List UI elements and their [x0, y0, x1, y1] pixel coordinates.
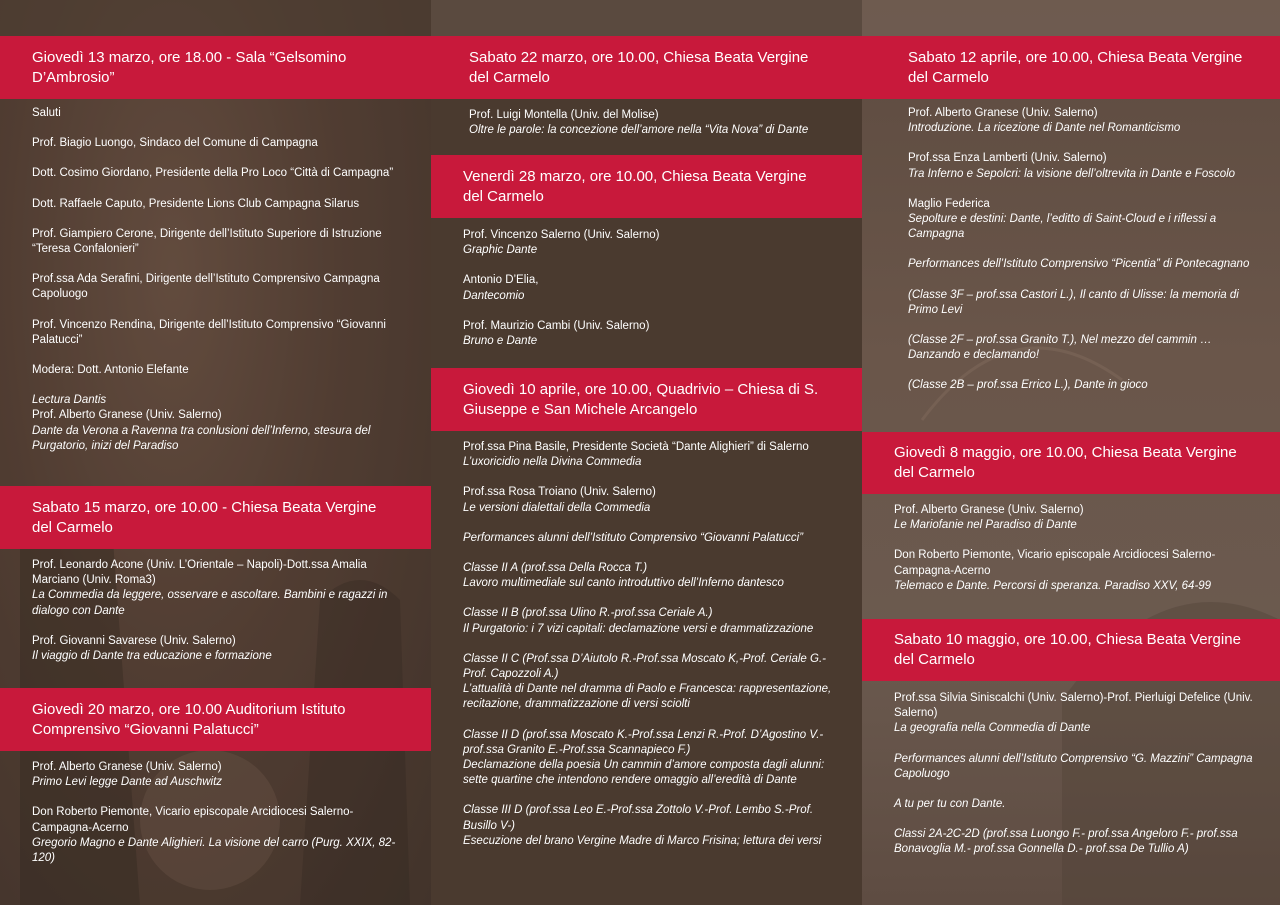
- program-item: [894, 691, 1262, 737]
- event-title: Venerdì 28 marzo, ore 10.00, Chiesa Beata Vergine del Carmelo: [463, 167, 807, 205]
- speaker-line: Prof. Alberto Granese (Univ. Salerno): [908, 107, 1098, 119]
- program-item: [908, 288, 1262, 318]
- speaker-line: Modera: Dott. Antonio Elefante: [32, 364, 189, 377]
- program-item: [463, 440, 844, 470]
- talk-title: Le Mariofanie nel Paradiso di Dante: [894, 519, 1077, 532]
- talk-title: Esecuzione del brano Vergine Madre di Marco Frisina; lettura dei versi: [463, 834, 822, 847]
- event-banner-22-march: [431, 36, 862, 99]
- speaker-line: Prof. Giovanni Savarese (Univ. Salerno): [32, 634, 236, 647]
- talk-title: Performances dell’Istituto Comprensivo “Picentia” di Pontecagnano: [908, 258, 1250, 271]
- program-item: [463, 652, 844, 713]
- speaker-line: Saluti: [32, 107, 61, 119]
- column-3: [862, 0, 1280, 905]
- program-item: [908, 378, 1262, 393]
- program-item: [463, 561, 844, 591]
- event-banner-10-may: [862, 619, 1280, 681]
- talk-title: Tra Inferno e Sepolcri: la visione dell’oltrevita in Dante e Foscolo: [908, 167, 1236, 180]
- talk-title: Classe II B (prof.ssa Ulino R.-prof.ssa Ceriale A.): [463, 607, 713, 620]
- event-details-8-may: [894, 503, 1262, 609]
- column-1: [0, 0, 431, 905]
- talk-title: Oltre le parole: la concezione dell’amore nella “Vita Nova” di Dante: [469, 124, 809, 137]
- event-title: Sabato 12 aprile, ore 10.00, Chiesa Beata Vergine del Carmelo: [908, 48, 1243, 86]
- program-item: [894, 797, 1262, 812]
- talk-title: (Classe 3F – prof.ssa Castori L.), Il canto di Ulisse: la memoria di Primo Levi: [908, 288, 1239, 316]
- program-item: [463, 273, 844, 303]
- talk-title: Dantecomio: [463, 289, 525, 302]
- speaker-line: Prof. Giampiero Cerone, Dirigente dell’Istituto Superiore di Istruzione “Teresa Confalonieri”: [32, 227, 382, 256]
- talk-title: La geografia nella Commedia di Dante: [894, 722, 1091, 735]
- program-item: [469, 108, 844, 138]
- speaker-line: Don Roberto Piemonte, Vicario episcopale Arcidiocesi Salerno-Campagna-Acerno: [894, 549, 1216, 577]
- event-details-20-march: [32, 760, 413, 881]
- talk-title: Dante da Verona a Ravenna tra conlusioni dell’Inferno, stesura del Purgatorio, inizi del Paradiso: [32, 424, 371, 452]
- event-details-10-may: [894, 691, 1262, 873]
- talk-title: Classe III D (prof.ssa Leo E.-Prof.ssa Zottolo V.-Prof. Lembo S.-Prof. Busillo V-): [463, 804, 814, 832]
- program-item: [894, 827, 1262, 857]
- speaker-line: Prof. Alberto Granese (Univ. Salerno): [32, 409, 222, 422]
- program-item: [32, 634, 413, 664]
- column-2: [431, 0, 862, 905]
- talk-title: A tu per tu con Dante.: [894, 798, 1006, 811]
- talk-title: Introduzione. La ricezione di Dante nel Romanticismo: [908, 122, 1181, 135]
- talk-title: Performances alunni dell’Istituto Comprensivo “Giovanni Palatucci”: [463, 531, 804, 544]
- program-item: [463, 803, 844, 849]
- speaker-line: Antonio D’Elia,: [463, 274, 539, 287]
- speaker-line: Prof.ssa Ada Serafini, Dirigente dell’Istituto Comprensivo Campagna Capoluogo: [32, 273, 380, 301]
- event-details-13-march: [32, 106, 413, 469]
- talk-title: L’uxoricidio nella Divina Commedia: [463, 456, 642, 469]
- speaker-line: Dott. Raffaele Caputo, Presidente Lions Club Campagna Silarus: [32, 197, 360, 210]
- talk-title: Classe II D (prof.ssa Moscato K.-Prof.ssa Lenzi R.-Prof. D’Agostino V.-prof.ssa Granito E.-Prof.ssa Scannapieco F.): [463, 728, 824, 756]
- speaker-line: Prof.ssa Silvia Siniscalchi (Univ. Salerno)-Prof. Pierluigi Defelice (Univ. Salerno): [894, 692, 1253, 720]
- event-title: Giovedì 13 marzo, ore 18.00 - Sala “Gelsomino D’Ambrosio”: [32, 48, 347, 86]
- talk-title: L’attualità di Dante nel dramma di Paolo e Francesca: rappresentazione, recitazione, drammatizzazione di versi sciolti: [463, 683, 832, 711]
- event-banner-10-april: [431, 368, 862, 431]
- talk-title: Lavoro multimediale sul canto introduttivo dell’Inferno dantesco: [463, 577, 784, 590]
- speaker-line: Prof. Alberto Granese (Univ. Salerno): [32, 761, 222, 773]
- program-item: [32, 136, 413, 151]
- program-item: [894, 503, 1262, 533]
- program-item: [894, 752, 1262, 782]
- talk-title: Sepolture e destini: Dante, l’editto di Saint-Cloud e i riflessi a Campagna: [908, 213, 1217, 241]
- program-item: [463, 728, 844, 789]
- speaker-line: Prof.ssa Enza Lamberti (Univ. Salerno): [908, 152, 1107, 165]
- event-title: Sabato 10 maggio, ore 10.00, Chiesa Beata Vergine del Carmelo: [894, 631, 1241, 668]
- event-banner-12-april: [862, 36, 1280, 99]
- speaker-line: Prof.ssa Rosa Troiano (Univ. Salerno): [463, 486, 656, 499]
- event-banner-28-march: [431, 155, 862, 218]
- talk-title: Graphic Dante: [463, 244, 538, 257]
- program-item: [908, 333, 1262, 363]
- program-item: [463, 531, 844, 546]
- event-details-10-april: [463, 440, 844, 864]
- talk-title: Telemaco e Dante. Percorsi di speranza. Paradiso XXV, 64-99: [894, 579, 1212, 592]
- program-item: [908, 197, 1262, 243]
- event-details-28-march: [463, 228, 844, 364]
- speaker-line: Dott. Cosimo Giordano, Presidente della Pro Loco “Città di Campagna”: [32, 167, 394, 180]
- talk-title: Bruno e Dante: [463, 335, 538, 348]
- event-banner-8-may: [862, 432, 1280, 494]
- talk-title: Il Purgatorio: i 7 vizi capitali: declamazione versi e drammatizzazione: [463, 622, 814, 635]
- speaker-line: Prof.ssa Pina Basile, Presidente Società “Dante Alighieri” di Salerno: [463, 441, 809, 453]
- event-banner-13-march: [0, 36, 431, 99]
- speaker-line: Prof. Biagio Luongo, Sindaco del Comune di Campagna: [32, 137, 318, 150]
- event-title: Sabato 15 marzo, ore 10.00 - Chiesa Beata Vergine del Carmelo: [32, 498, 377, 536]
- speaker-line: Prof. Vincenzo Salerno (Univ. Salerno): [463, 229, 660, 241]
- program-item: [463, 228, 844, 258]
- program-item: [32, 318, 413, 348]
- program-item: [32, 805, 413, 866]
- program-item: [908, 257, 1262, 272]
- event-details-22-march: [469, 108, 844, 153]
- program-item: [32, 272, 413, 302]
- event-details-12-april: [908, 106, 1262, 409]
- program-item: [894, 548, 1262, 594]
- event-banner-20-march: [0, 688, 431, 751]
- event-title: Giovedì 10 aprile, ore 10.00, Quadrivio – Chiesa di S. Giuseppe e San Michele Arcangelo: [463, 380, 819, 418]
- speaker-line: Don Roberto Piemonte, Vicario episcopale Arcidiocesi Salerno-Campagna-Acerno: [32, 806, 354, 834]
- speaker-line: Prof. Luigi Montella (Univ. del Molise): [469, 109, 659, 121]
- talk-title: Classe II A (prof.ssa Della Rocca T.): [463, 562, 648, 575]
- program-item: [463, 606, 844, 636]
- program-item: [463, 319, 844, 349]
- event-banner-15-march: [0, 486, 431, 549]
- speaker-line: Prof. Leonardo Acone (Univ. L’Orientale – Napoli)-Dott.ssa Amalia Marciano (Univ. Roma3): [32, 559, 367, 587]
- talk-title: (Classe 2F – prof.ssa Granito T.), Nel mezzo del cammin … Danzando e declamando!: [908, 334, 1212, 362]
- talk-title: (Classe 2B – prof.ssa Errico L.), Dante in gioco: [908, 379, 1148, 392]
- program-item: [32, 197, 413, 212]
- program-item: [32, 558, 413, 619]
- talk-title: La Commedia da leggere, osservare e ascoltare. Bambini e ragazzi in dialogo con Dante: [32, 589, 388, 617]
- event-details-15-march: [32, 558, 413, 679]
- program-item: [32, 760, 413, 790]
- program-item: [32, 363, 413, 378]
- talk-title: Gregorio Magno e Dante Alighieri. La visione del carro (Purg. XXIX, 82-120): [32, 836, 396, 865]
- talk-title: Performances alunni dell’Istituto Comprensivo “G. Mazzini” Campagna Capoluogo: [894, 752, 1253, 780]
- program-item: [32, 106, 413, 121]
- talk-title: Primo Levi legge Dante ad Auschwitz: [32, 776, 223, 789]
- event-title: Giovedì 20 marzo, ore 10.00 Auditorium Istituto Comprensivo “Giovanni Palatucci”: [32, 700, 346, 738]
- program-item: [908, 106, 1262, 136]
- program-item: [908, 151, 1262, 181]
- speaker-line: Prof. Maurizio Cambi (Univ. Salerno): [463, 319, 650, 332]
- talk-title: Classi 2A-2C-2D (prof.ssa Luongo F.- prof.ssa Angeloro F.- prof.ssa Bonavoglia M.- prof.ssa Gonnella D.- prof.ssa De Tullio A): [894, 828, 1238, 856]
- event-title: Giovedì 8 maggio, ore 10.00, Chiesa Beata Vergine del Carmelo: [894, 444, 1237, 481]
- talk-title: Classe II C (Prof.ssa D’Aiutolo R.-Prof.ssa Moscato K,-Prof. Ceriale G.-Prof. Capozzoli A.): [463, 652, 826, 681]
- event-title: Sabato 22 marzo, ore 10.00, Chiesa Beata Vergine del Carmelo: [469, 48, 809, 86]
- speaker-line: Prof. Alberto Granese (Univ. Salerno): [894, 504, 1084, 516]
- program-item: [32, 393, 413, 454]
- program-item: [32, 227, 413, 257]
- talk-title: Il viaggio di Dante tra educazione e formazione: [32, 650, 272, 663]
- talk-title: Declamazione della poesia Un cammin d’amore composta dagli alunni: sette quartine che intendono rendere omaggio all’eredità di Dante: [463, 759, 825, 787]
- talk-title: Lectura Dantis: [32, 394, 107, 407]
- talk-title: Le versioni dialettali della Commedia: [463, 501, 651, 514]
- program-item: [32, 166, 413, 181]
- speaker-line: Prof. Vincenzo Rendina, Dirigente dell’Istituto Comprensivo “Giovanni Palatucci”: [32, 318, 386, 346]
- program-item: [463, 485, 844, 515]
- speaker-line: Maglio Federica: [908, 197, 990, 210]
